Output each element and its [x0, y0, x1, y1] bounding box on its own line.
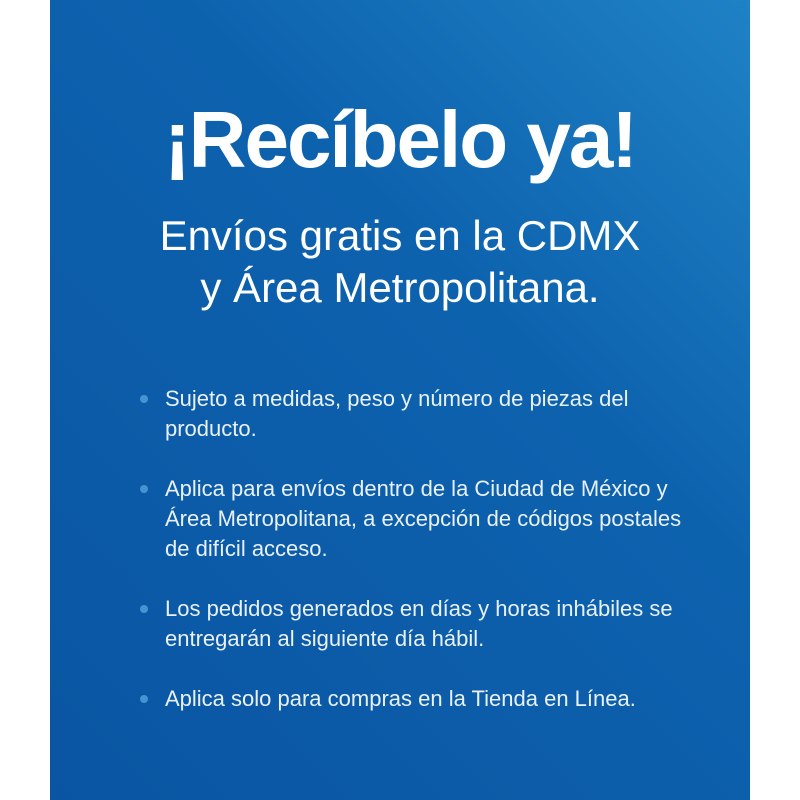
- list-item-text: Sujeto a medidas, peso y número de piezas del producto.: [165, 386, 629, 441]
- list-item-text: Los pedidos generados en días y horas inhábiles se entregarán al siguiente día hábil.: [165, 596, 673, 651]
- banner-subtitle-line2: y Área Metropolitana.: [200, 264, 600, 311]
- promo-banner: [50, 0, 750, 800]
- list-item: [140, 384, 705, 444]
- banner-title: ¡Recíbelo ya!: [164, 95, 636, 184]
- list-item-text: Aplica para envíos dentro de la Ciudad de México y Área Metropolitana, a excepción de códigos postales de difícil acceso.: [165, 476, 682, 561]
- bullet-dot-icon: [140, 485, 148, 493]
- bullet-dot-icon: [140, 605, 148, 613]
- list-item-text: Aplica solo para compras en la Tienda en Línea.: [165, 686, 636, 711]
- terms-list: [50, 384, 750, 714]
- bullet-dot-icon: [140, 695, 148, 703]
- list-item: [140, 594, 705, 654]
- list-item: [140, 684, 705, 714]
- bullet-dot-icon: [140, 395, 148, 403]
- list-item: [140, 474, 705, 564]
- banner-subtitle-line1: Envíos gratis en la CDMX: [159, 212, 641, 259]
- banner-subtitle: [50, 210, 750, 314]
